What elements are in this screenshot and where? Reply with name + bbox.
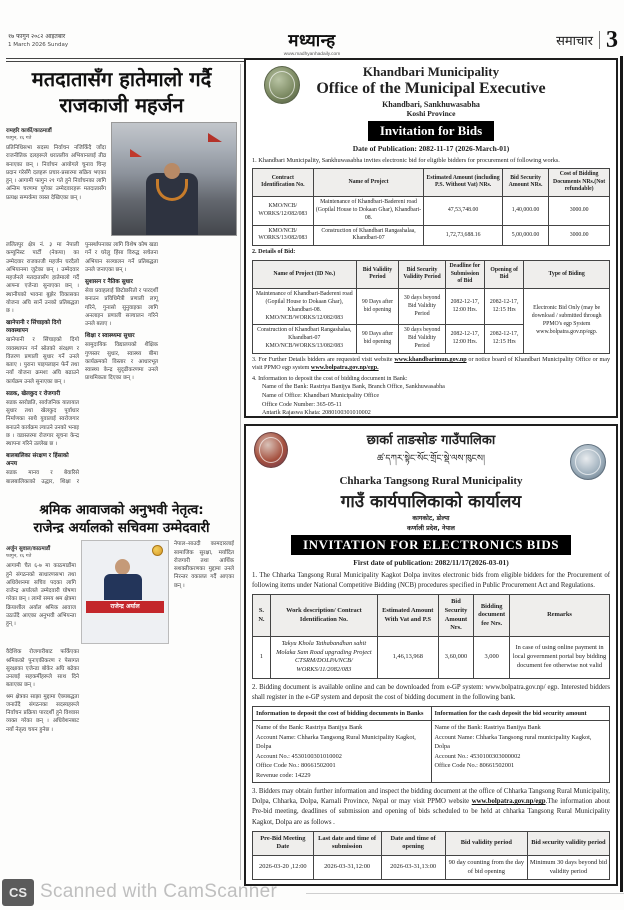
paragraph: खानेपानी र सिंचाइको दिगो व्यवस्थापन गर्न स्रोतको संरक्षण र वितरण प्रणाली सुधार गर्ने उनले बताए । पुराना पाइपलाइन फेर्ने तथा नयाँ योजना क्रमशः अघि बढाउने कार्यक्रम उनले सुनाएका छन् । [6, 337, 79, 385]
section-label: समाचार [556, 34, 593, 49]
paragraph: वैदेशिक रोजगारीबाट फर्किएका श्रमिकको पुनःएकीकरण र पेसागत सुरक्षाका एजेन्डा बोकेर अघि बढेका उनलाई सहकर्मीहरूले साथ दिने बताएका छन् । [6, 649, 79, 689]
col-header: Contract Identification No. [253, 168, 314, 196]
office-name-nepali: गाउँ कार्यपालिकाको कार्यालय [340, 492, 522, 512]
candidate-portrait-card [81, 540, 169, 644]
cell: 1 [253, 636, 271, 678]
col-header: Pre-Bid Meeting Date [253, 831, 314, 855]
bank-detail-line: Office Code No.: 80661502001 [434, 762, 515, 770]
table-header-row [253, 706, 610, 720]
note-text: 3. For Further Details bidders are requested visit website [252, 356, 395, 363]
cell: 90 Days after bid opening [356, 325, 399, 353]
bid-details-table [252, 260, 610, 354]
cell: 90 Days after bid opening [356, 289, 399, 325]
col-header: Name of Project (ID No.) [253, 260, 357, 288]
procurement-table [252, 594, 610, 678]
cell: 2026-03-31,13:00 [381, 855, 445, 879]
province-name: कर्णाली प्रदेश, नेपाल [407, 525, 455, 532]
party-flag-icon [130, 149, 142, 157]
cell: 30 days beyond Bid Validity Period [399, 325, 445, 353]
municipality-name: Khandbari Municipality [362, 64, 500, 79]
scan-edge-artifact [620, 56, 623, 892]
masthead [6, 28, 618, 57]
paragraph: सडक मानव र बेवारिसे बालबालिकाको उद्धार, शिक्षा र पुनर्स्थापनाका लागि विशेष कोष खडा गर्ने र घरेलु हिंसा विरुद्ध सचेतना अभियान सञ्चालन गर्ने प्रतिबद्धता उनले जनाएका छन् । [6, 242, 158, 485]
secondary-article-body [6, 648, 237, 776]
bank-detail-line: Name of the Bank: Rastriya Banijya Bank [256, 724, 363, 732]
bolpatra-link[interactable]: www.bolpatra.gov.np/egp [471, 798, 546, 806]
col-header: Last date and time of submission [313, 831, 381, 855]
cell: Minimum 30 days beyond bid validity period [527, 855, 609, 879]
section-and-page [556, 28, 618, 52]
table-header-row [253, 831, 610, 855]
cell: 3000.00 [549, 197, 610, 225]
bank-detail-line: Account Name: Chharka Tangsong Rural Municipality Kagkot, Dolpa [256, 733, 416, 751]
col-header: Information to deposit the cost of bidding documents in Banks [253, 706, 432, 720]
candidate-face [115, 559, 130, 575]
col-header: Bid Security Amount Nrs. [438, 595, 474, 637]
publication-date: Date of Publication: 2082-11-17 (2026-March-01) [352, 143, 510, 153]
issue-date-english: 1 March 2026 Sunday [8, 42, 69, 48]
table-header-row [253, 595, 610, 637]
party-flag-icon [208, 133, 222, 142]
col-header: Name of Project [313, 168, 424, 196]
cell: 5,00,000.00 [502, 225, 548, 246]
col-header: Bidding document fee Nrs. [474, 595, 510, 637]
col-header: Information for the cash deposit the bid security amount [431, 706, 610, 720]
note-text: or notice board of Khandbari Municipality Office or may visit PPMO egp system [252, 356, 610, 372]
notice-item-3 [252, 787, 610, 828]
chharka-bid-notice [244, 424, 618, 886]
col-header: Bid Security Validity Period [399, 260, 445, 288]
cell: Maintenance of Khandbari-Badereni road (Gopilal House to Dokaan Ghar), Khandbari-08. KMO/NCB/WORKS/12/082/083 [253, 289, 357, 325]
crosshead: शिक्षा र स्वास्थ्यमा सुधार [85, 333, 135, 340]
chharka-notice-header [252, 430, 610, 567]
candidate-suit [104, 574, 142, 600]
issue-date-nepali: १७ फागुन २०८२ आइतबार [8, 33, 66, 40]
candidate-face [164, 163, 180, 179]
paragraph: सडक स्तरोन्नति, सार्वजनिक यातायात सुधार तथा खेलकुद पूर्वाधार निर्माणका साथै युवालाई स्वरोजगार बनाउने कार्यक्रम ल्याउने उनको भनाइ छ । वडास्तरमा रोजगार सूचना केन्द्र स्थापना गरिने उल्लेख छ । [6, 399, 79, 447]
bank-detail-line: Revenue code: 14229 [256, 771, 311, 779]
remarks-cell: In case of using online payment in local government portal buy bidding document fee otherwise not valid [510, 636, 610, 678]
bank-information-table [252, 706, 610, 783]
articles-column [6, 66, 237, 878]
candidate-name-band: राजेन्द्र अर्याल [86, 601, 164, 613]
province-name: Koshi Province [406, 108, 456, 118]
bank-detail-line: Account Name: Chharka Tangsong rural municipality Kagkot, Dolpa [434, 733, 592, 751]
cell: Construction of Khandbari Rangashalaa, Khandbari-07 KMO/NCB/WORKS/13/082/083 [253, 325, 357, 353]
bank-info-right [431, 721, 610, 783]
col-header: Remarks [510, 595, 610, 637]
cell: KMO/NCB/ WORKS/12/082/083 [253, 197, 314, 225]
cell: 2082-12-17, 12:15 Hrs [485, 325, 524, 353]
notice-item-4 [252, 375, 610, 418]
col-header: Deadline for Submission of Bid [445, 260, 484, 288]
col-header: Cost of Bidding Documents NRs.(Not refundable) [549, 168, 610, 196]
cell: 2026-03-20 ,12:00 [253, 855, 314, 879]
paragraph: आगामी चैत ६-७ मा काठमाडौंमा हुने संगठनको साधारणसभा तथा अधिवेशनमा सचिव पदका लागि राजेन्द्र अर्यालले उम्मेदवारी घोषणा गरेका छन् । लामो समय श्रम क्षेत्रमा क्रियाशील अर्याल श्रमिक आवाज उठाउँदै आएका अनुभवी अभियन्ता हुन् । [6, 563, 76, 628]
col-header: Opening of Bid [485, 260, 524, 288]
cell: Construction of Khandbari Rangashalaa, Khandbari-07 [313, 225, 424, 246]
page-header [6, 26, 618, 62]
bank-detail-line: Antarik Rajaswa Khata: 2080100301010002 [262, 410, 371, 417]
cell: 3,000 [474, 636, 510, 678]
schedule-table [252, 831, 610, 881]
col-header: Bid Security Amount NRs. [502, 168, 548, 196]
work-description-cell: Takyu Khola Tathabandhan sahit Molaka Sam Road upgrading Project CTSRM/DOLPA/NCB/ WORKS/11/2082/083 [270, 636, 377, 678]
khandbari-bid-notice [244, 58, 618, 418]
camscanner-line [306, 893, 624, 894]
secondary-headline [6, 501, 237, 537]
publication-date: First date of publication: 2082/11/17(2026-03-01) [353, 558, 509, 567]
bank-detail-line: Account No.: 4530100301010002 [256, 752, 342, 760]
bank-detail-line: Name of Office: Khandbari Municipality Office [262, 393, 380, 399]
notice-item-3 [252, 356, 610, 373]
main-byline-date: फागुन, १६ गते [6, 136, 32, 141]
bank-info-left [253, 721, 432, 783]
camscanner-text: Scanned with CamScanner [40, 881, 278, 902]
table-row [253, 225, 610, 246]
cell: 2082-12-17, 12:15 Hrs [485, 289, 524, 325]
masthead-url: www.madhyanhadaily.com [283, 52, 341, 57]
section-divider [599, 31, 600, 49]
crosshead: बालबालिका संरक्षण र हिंसाको अन्त्य [6, 453, 69, 468]
invitation-banner: Invitation for Bids [368, 121, 494, 141]
bank-detail-line: Office Code Number: 365-05-11 [262, 401, 342, 408]
cell: 2082-12-17, 12:00 Hrs. [445, 325, 484, 353]
municipality-address: Khandbari, Sankhuwasabha [382, 99, 480, 109]
works-table [252, 168, 610, 247]
secondary-byline: अर्जुन सुवाल/काठमाडौं [6, 546, 51, 553]
cell: 3000.00 [549, 225, 610, 246]
crosshead: सुशासन र नैतिक सुधार [85, 279, 133, 285]
crosshead: खानेपानी र सिंचाइको दिगो व्यवस्थापन [6, 320, 62, 335]
secondary-headline-line2: राजेन्द्र अर्यालको सचिवमा उम्मेदवारी [33, 520, 210, 537]
paragraph: श्रम क्षेत्रका साझा मुद्दामा ऐक्यबद्धता जनाउँदै संगठनका सदस्यहरूले निर्वाचन प्रक्रिया पारदर्शी हुने विश्वास व्यक्त गरेका छन् । अधिवेशनबाट नयाँ नेतृत्व चयन हुनेछ । [6, 693, 79, 733]
khandbari-notice-header [252, 64, 610, 153]
camscanner-watermark [0, 876, 624, 906]
note-text: 3. Bidders may obtain further information and inspect the bidding document at the office of Chharka Tangsong Rural Municipality, Dolpa, Chharka, Dolpa, Karnali Province, Nepal or may visit PPMO website [252, 787, 610, 806]
page-number: 3 [606, 27, 618, 53]
table-row [253, 289, 610, 325]
details-of-bid-label: 2. Details of Bid: [252, 249, 296, 256]
cell: 1,40,000.00 [502, 197, 548, 225]
cell: 90 day counting from the day of bid opening [445, 855, 527, 879]
camscanner-logo-icon: CS [2, 879, 34, 906]
col-header: Bid Validity Period [356, 260, 399, 288]
type-of-bidding-cell: Electronic Bid Only (may be download / submitted through PPMO's egp System www.bolpatra.gov.np/egp. [524, 289, 610, 354]
nepal-coat-of-arms-icon [264, 66, 300, 104]
bank-detail-line: Office Code No.: 80661502001 [256, 762, 336, 770]
main-article-top [6, 122, 237, 236]
cell: 1,72,73,688.16 [424, 225, 503, 246]
municipality-name-english: Chharka Tangsong Rural Municipality [339, 475, 523, 487]
main-byline: रामहरि कार्की/काठमाडौं [6, 128, 52, 134]
secondary-byline-date: फागुन, १६ गते [6, 554, 32, 560]
cell: Maintenance of Khandbari-Badereni road (Gopilal House to Dokaan Ghar), Khandbari-08. [313, 197, 424, 225]
office-name: Office of the Municipal Executive [316, 80, 546, 97]
col-header: Bid validity period [445, 831, 527, 855]
col-header: Estimated Amount With Vat and P.S [377, 595, 438, 637]
table-row [253, 197, 610, 225]
table-row [253, 636, 610, 678]
note-title: 4. Information to deposit the cost of bidding document in Bank: [252, 375, 408, 382]
secondary-headline-line1: श्रमिक आवाजको अनुभवी नेतृत्व: [39, 502, 204, 518]
col-header: Type of Biding [524, 260, 610, 288]
col-header: Date and time of opening [381, 831, 445, 855]
column-divider [240, 64, 241, 880]
cell: 3,60,000 [438, 636, 474, 678]
main-lead-paragraph: प्रतिनिधिसभा सदस्य निर्वाचन नजिकिँदै जाँदा राजनीतिक दलहरूले धरातलीय अभियानलाई तीव्र बनाएका छन् । निर्वाचन आयोगले चुनाव चिन्ह प्रदान गरेसँगै दलहरू प्रचार-प्रसारमा सक्रिय भएका हुन् । आगामी फागुन २१ गते हुने निर्वाचनका लागि अन्तिम चरणमा पुगेका उम्मेदवारहरू मतदातासँग प्रत्यक्ष सम्पर्कमा व्यस्त देखिएका छन् । [6, 145, 106, 201]
table-row [253, 721, 610, 783]
main-headline: मतदातासँग हातेमालो गर्दै राजकाजी महर्जन [31, 67, 212, 117]
table-header-row [253, 168, 610, 196]
main-article-body [6, 241, 237, 493]
cell: 2026-03-31,12:00 [313, 855, 381, 879]
secondary-article-top [6, 540, 237, 644]
cell: 30 days beyond Bid Validity Period [399, 289, 445, 325]
cell: 1,46,13,968 [377, 636, 438, 678]
col-header: S. N. [253, 595, 271, 637]
cell: 47,53,748.00 [424, 197, 503, 225]
col-header: Work description/ Contract Identification No. [270, 595, 377, 637]
municipality-seal-icon [570, 444, 606, 480]
bank-detail-line: Name of the Bank: Rastriya Banijya Bank [434, 724, 541, 732]
col-header: Estimated Amount (including P.S. Without Vat) NRs. [424, 168, 503, 196]
paragraph: नेपाल–साउदी कामदारलाई सामाजिक सुरक्षा, मर्यादित रोजगारी तथा आर्थिक सशक्तीकरणका मुद्दामा उनले निरन्तर वकालत गर्दै आएका छन् । [174, 541, 234, 589]
note-text: .The information about Pre-bid meeting, deadlines of submission and opening of bids scheduled to be held at chharka Tangsong Rural Municipality Kagkot, Dolpa are as follows . [252, 798, 610, 826]
notice-item-1: 1. The Chharka Tangsong Rural Municipality Kagkot Dolpa invites electronic bids from eligible bidders for the Procurement of following items under National Competitive Bidding (NCB) procedures specified in Public Procurement Act and Regulations. [252, 572, 610, 590]
nepal-coat-of-arms-icon [254, 432, 288, 468]
bank-detail-line: Name of the Bank: Rastriya Banijya Bank, Branch Office, Sankhuwasabha [262, 384, 445, 391]
crosshead: सडक, खेलकुद र रोजगारी [6, 390, 61, 397]
paragraph: सामुदायिक विद्यालयको शैक्षिक गुणस्तर सुधार, स्वास्थ्य बीमा कार्यक्रमको विस्तार र आधारभूत स्वास्थ्य केन्द्र सुदृढीकरणमा उनले प्राथमिकता दिएका छन् । [85, 342, 158, 382]
invitation-banner: INVITATION FOR ELECTRONICS BIDS [291, 535, 571, 555]
municipality-name-nepali: छार्का ताङसोङ गाउँपालिका [366, 433, 496, 448]
bolpatra-link[interactable]: www.bolpatra.gov.np/egp. [310, 365, 379, 372]
union-logo-icon [152, 545, 163, 556]
col-header: Bid security validity period [527, 831, 609, 855]
paragraph: ललितपुर क्षेत्र नं. ३ मा नेपाली कम्युनिस्ट पार्टी (नेकपा) का उम्मेदवार राजकाजी महर्जन घरदैलो अभियानमा जुटेका छन् । उम्मेदवार महर्जनले मतदातासँग हातेमालो गर्दै आफ्ना एजेन्डा सुनाएका छन् । स्थानीयको भावना बुझेर विकासका योजना अघि सार्ने उनको प्रतिबद्धता छ । [6, 242, 79, 314]
cell: KMO/NCB/ WORKS/13/082/083 [253, 225, 314, 246]
notice-item-2: 2. Bidding document is available online and can be downloaded from e-GP system: www.bolpatra.gov.np/ egp. Interested bidders shall register in the e-GP system and deposit the cost of bidding document in the following bank. [252, 683, 610, 701]
bank-detail-line: Account No.: 4530100303000002 [434, 752, 521, 760]
cell: 2082-12-17, 12:00 Hrs. [445, 289, 484, 325]
election-campaign-photo [111, 122, 237, 236]
masthead-title: मध्यान्ह [288, 31, 336, 51]
municipality-name-tibetan: ཚ་དཀར་སྟེང་སོང་གྲོང་སྡེ་ལས་ཁུངས། [377, 453, 485, 463]
notice-item-1: 1. Khandbari Municipality, Sankhuwasabha invites electronic bid for eligible bidders for procurement of following works. [252, 156, 560, 164]
place-name: कागकोट, डोल्पा [412, 515, 450, 522]
table-header-row [253, 260, 610, 288]
khandbari-website-link[interactable]: www.khandbarimun.gov.np [394, 356, 467, 363]
paragraph: सेवा प्रवाहलाई छिटोछरितो र पारदर्शी बनाउन प्रविधिमैत्री प्रणाली लागू गरिने, गुनासो सुनुवाइका लागि अनलाइन प्रणाली सञ्चालन गरिने उनले बताए । [85, 288, 158, 327]
